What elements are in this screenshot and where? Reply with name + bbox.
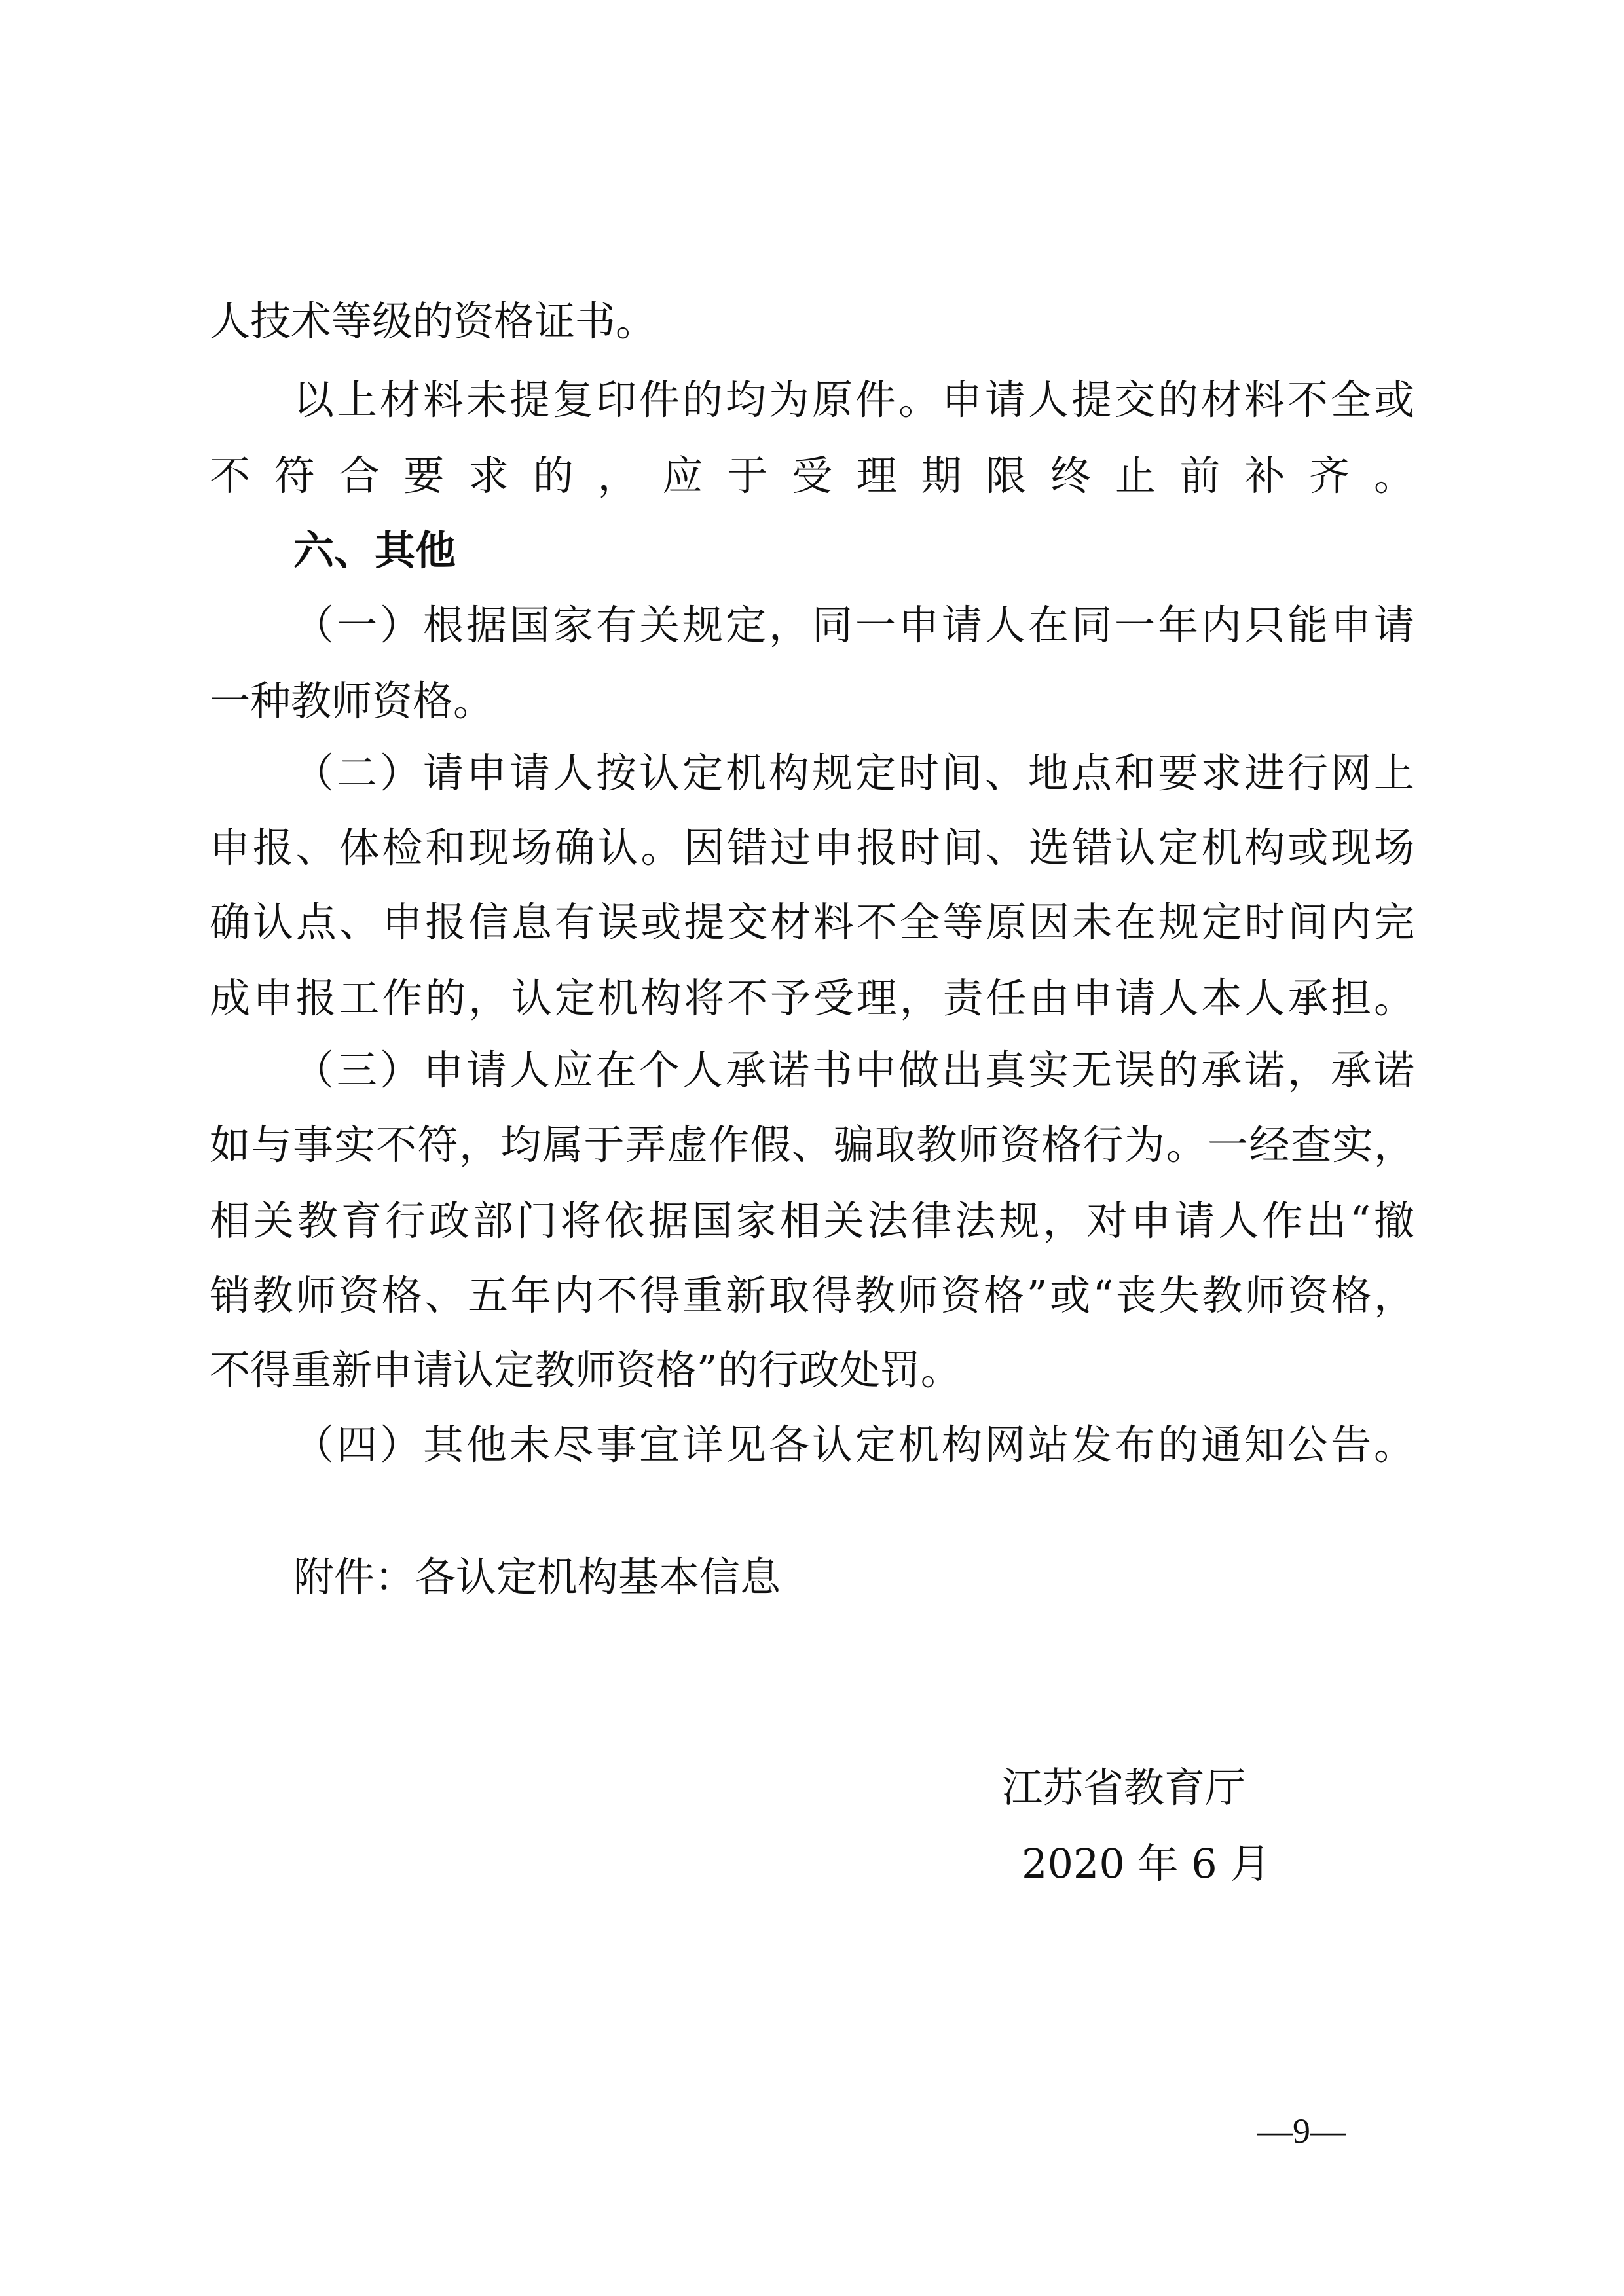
paragraph-line: 如与事实不符，均属于弄虚作假、骗取教师资格行为。一经查实， (210, 1121, 1414, 1169)
issue-date: 2020 年 6 月 (1022, 1840, 1271, 1887)
paragraph-line: 销教师资格、五年内不得重新取得教师资格”或“丧失教师资格， (210, 1271, 1414, 1319)
paragraph-line: 一种教师资格。 (210, 677, 494, 725)
issuing-organization: 江苏省教育厅 (1002, 1764, 1246, 1812)
paragraph-line: 成申报工作的，认定机构将不予受理，责任由申请人本人承担。 (210, 974, 1414, 1022)
paragraph-line: 相关教育行政部门将依据国家相关法律法规，对申请人作出“撤 (210, 1197, 1414, 1245)
paragraph-line: 人技术等级的资格证书。 (210, 297, 657, 345)
paragraph-line: 确认点、申报信息有误或提交材料不全等原因未在规定时间内完 (210, 898, 1414, 946)
paragraph-line: （四）其他未尽事宜详见各认定机构网站发布的通知公告。 (293, 1421, 1414, 1468)
attachment-line: 附件：各认定机构基本信息 (293, 1553, 781, 1601)
section-heading: 六、其他 (293, 526, 456, 574)
paragraph-line: 不得重新申请认定教师资格”的行政处罚。 (210, 1346, 961, 1394)
paragraph-line: （一）根据国家有关规定，同一申请人在同一年内只能申请 (293, 601, 1414, 649)
paragraph-line: 不符合要求的，应于受理期限终止前补齐。 (210, 452, 1414, 500)
paragraph-line: 申报、体检和现场确认。因错过申报时间、选错认定机构或现场 (210, 824, 1414, 871)
paragraph-line: 以上材料未提复印件的均为原件。申请人提交的材料不全或 (293, 376, 1414, 424)
paragraph-line: （二）请申请人按认定机构规定时间、地点和要求进行网上 (293, 749, 1414, 797)
paragraph-line: （三）申请人应在个人承诺书中做出真实无误的承诺，承诺 (293, 1046, 1414, 1094)
page-number: —9— (1257, 2111, 1346, 2151)
